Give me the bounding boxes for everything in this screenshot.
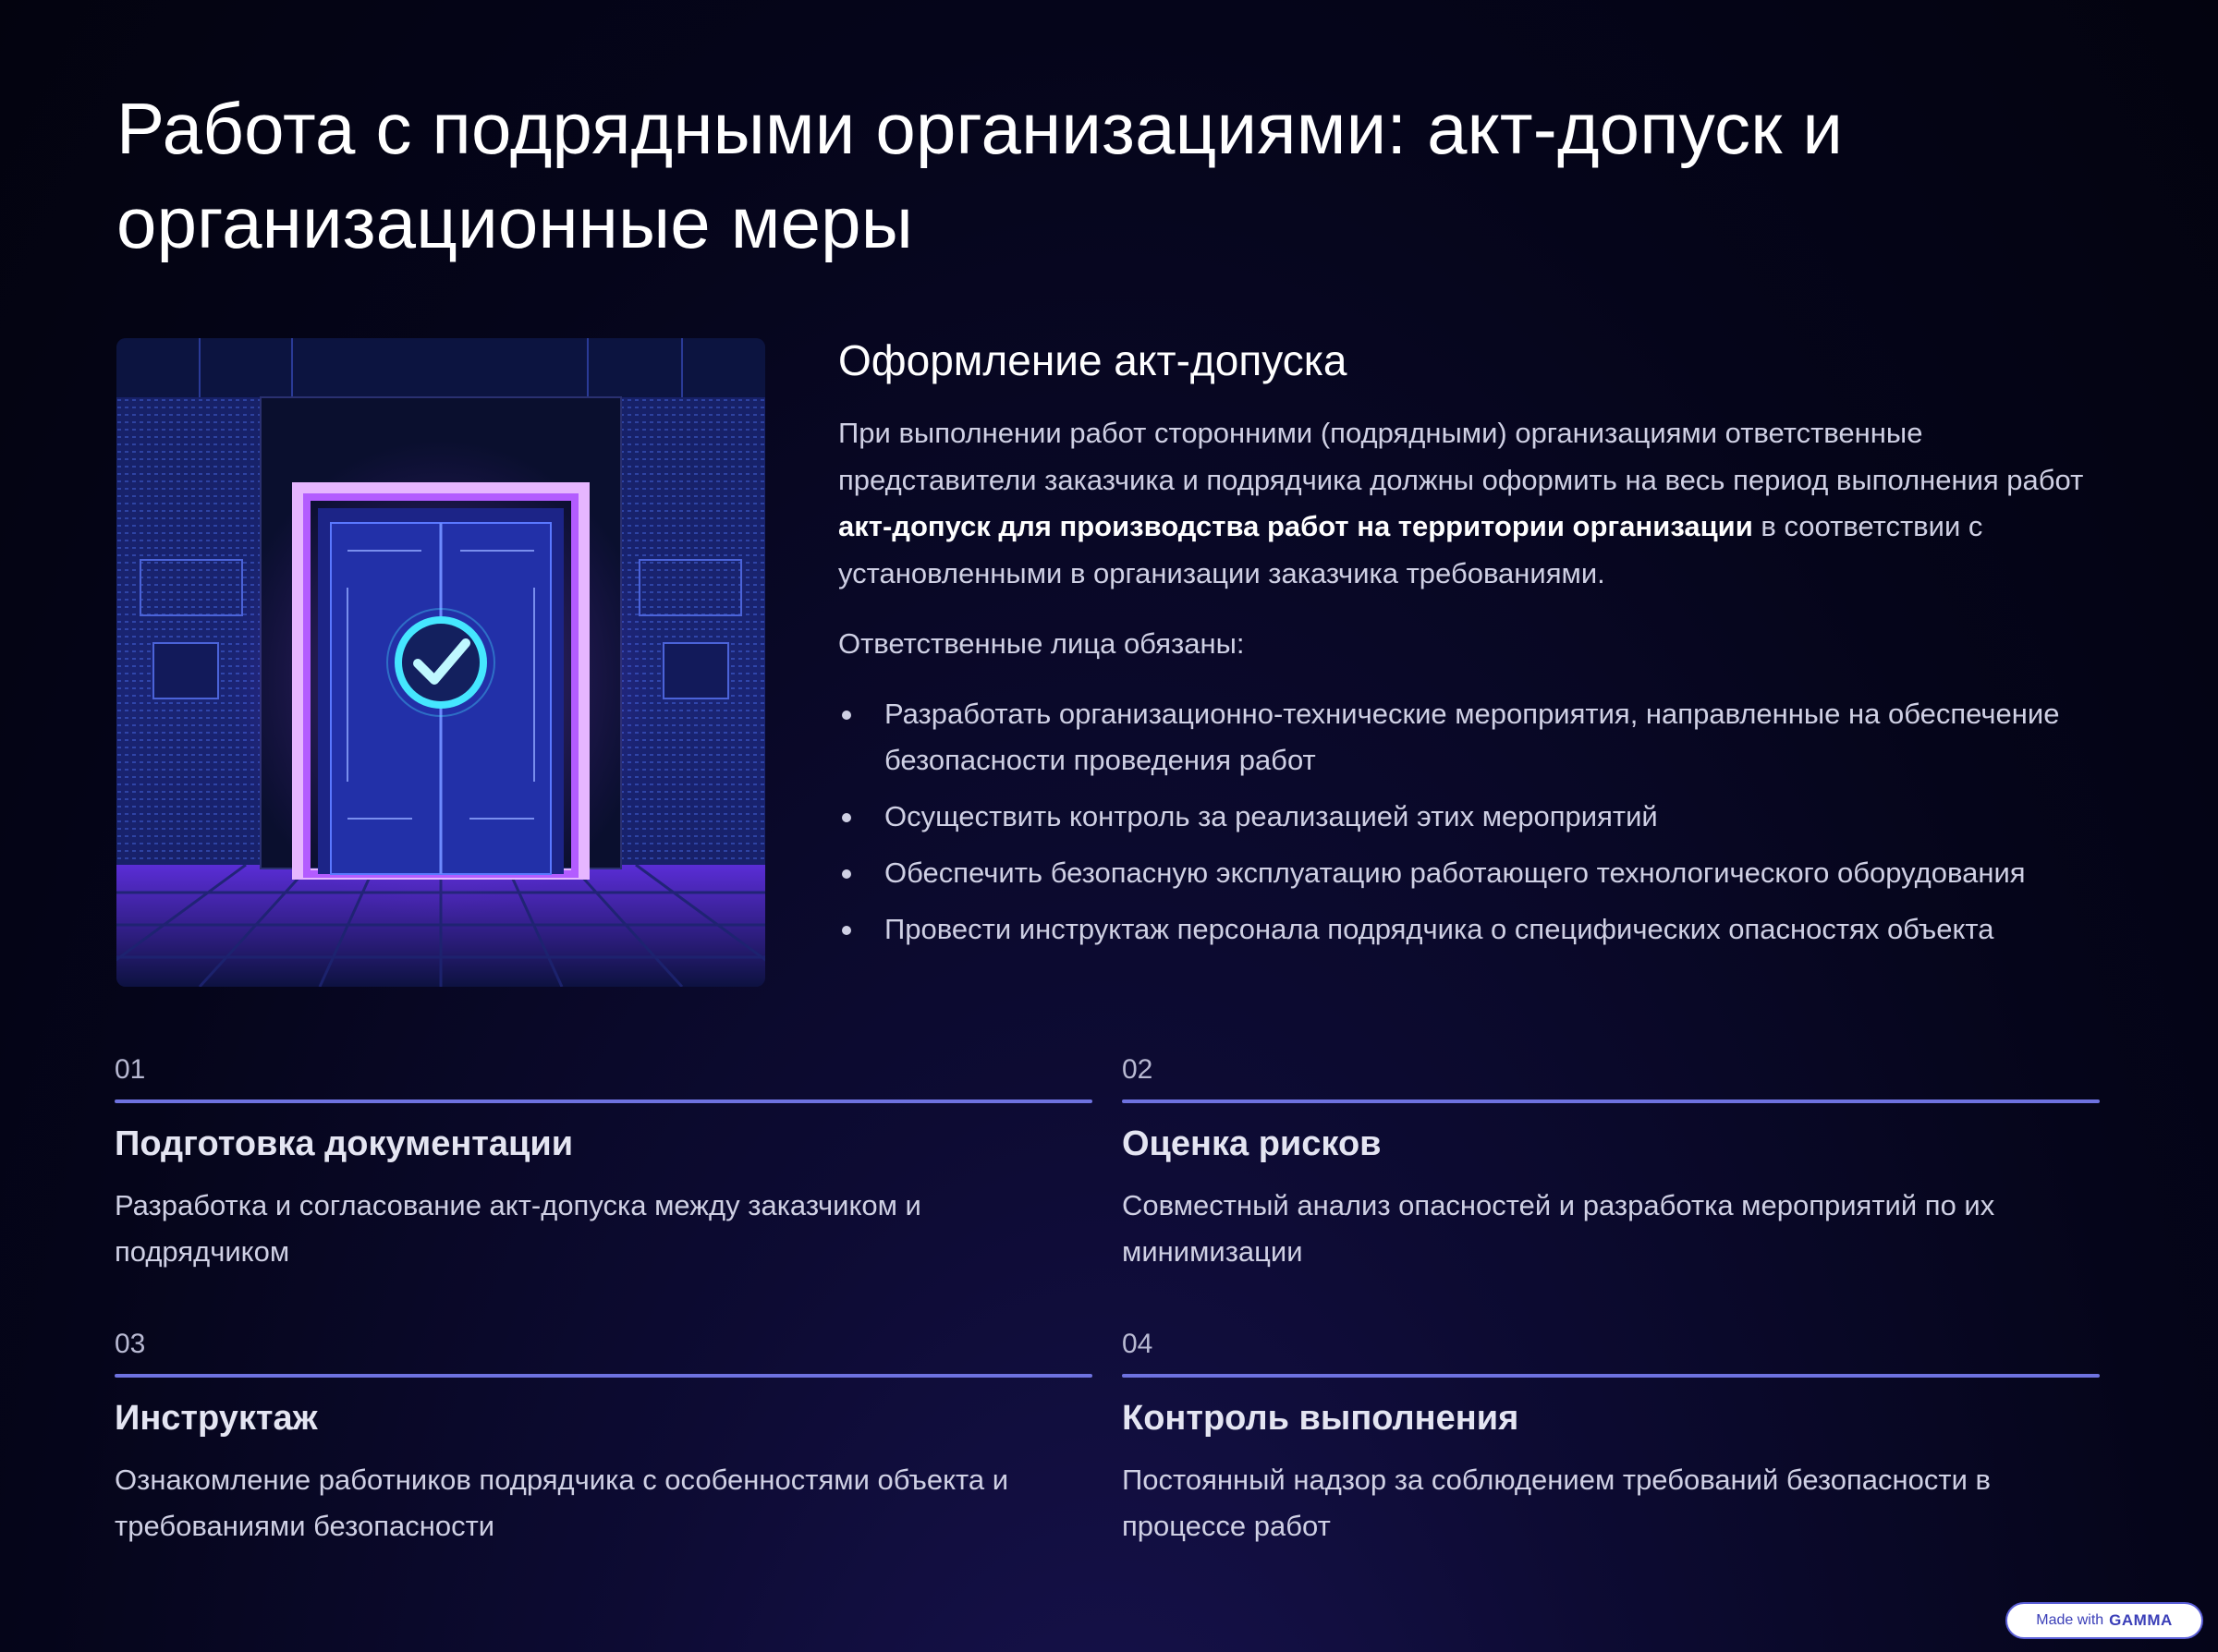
step-card-04	[1122, 1328, 2100, 1549]
gateway-illustration	[116, 338, 765, 987]
paragraph-emphasis: акт-допуск для производства работ на территории организации	[838, 510, 1753, 542]
step-divider	[115, 1374, 1092, 1378]
step-title: Оценка рисков	[1122, 1124, 1382, 1163]
step-card-01	[115, 1053, 1092, 1275]
made-with-gamma-badge[interactable]	[2005, 1602, 2203, 1639]
step-card-03	[115, 1328, 1092, 1549]
list-item-text: Разработать организационно-технические мероприятия, направленные на обеспечение безопасности проведения работ	[884, 698, 2060, 776]
step-card-02	[1122, 1053, 2100, 1275]
badge-prefix: Made with	[2036, 1612, 2104, 1628]
paragraph-text-end: в соответствии с установленными в организации заказчика требованиями.	[838, 510, 1983, 589]
step-title: Контроль выполнения	[1122, 1399, 1519, 1438]
step-divider	[115, 1099, 1092, 1103]
step-divider	[1122, 1099, 2100, 1103]
gamma-logo: GAMMA	[2109, 1611, 2173, 1629]
paragraph-text-start: При выполнении работ сторонними (подрядными) организациями ответственные представители заказчика и подрядчика должны оформить на весь период выполнения работ	[838, 417, 2084, 496]
step-description: Постоянный надзор за соблюдением требований безопасности в процессе работ	[1122, 1464, 1991, 1542]
list-item	[838, 906, 2114, 953]
step-title: Подготовка документации	[115, 1124, 574, 1163]
step-description: Разработка и согласование акт-допуска между заказчиком и подрядчиком	[115, 1189, 921, 1268]
step-number: 01	[115, 1054, 146, 1085]
list-item	[838, 691, 2114, 783]
list-item-text: Провести инструктаж персонала подрядчика о специфических опасностях объекта	[884, 913, 1994, 945]
section-paragraph	[838, 410, 2114, 597]
hero-image	[116, 338, 765, 987]
step-description: Ознакомление работников подрядчика с особенностями объекта и требованиями безопасности	[115, 1464, 1009, 1542]
section-subtitle: Оформление акт-допуска	[838, 336, 1347, 384]
list-item	[838, 794, 2114, 840]
act-permit-section	[838, 333, 2114, 963]
duties-list	[838, 691, 2114, 953]
bullet-icon	[842, 813, 851, 822]
bullet-icon	[842, 711, 851, 720]
page-title: Работа с подрядными организациями: акт-допуск и организационные меры	[116, 88, 1844, 263]
bullet-icon	[842, 926, 851, 935]
step-number: 02	[1122, 1054, 1153, 1085]
bullet-icon	[842, 869, 851, 879]
step-title: Инструктаж	[115, 1399, 318, 1438]
step-number: 04	[1122, 1329, 1153, 1359]
list-item-text: Обеспечить безопасную эксплуатацию работающего технологического оборудования	[884, 856, 2026, 889]
list-item-text: Осуществить контроль за реализацией этих мероприятий	[884, 800, 1658, 832]
step-divider	[1122, 1374, 2100, 1378]
step-description: Совместный анализ опасностей и разработка мероприятий по их минимизации	[1122, 1189, 1995, 1268]
responsible-intro: Ответственные лица обязаны:	[838, 627, 1245, 660]
step-number: 03	[115, 1329, 146, 1359]
list-item	[838, 850, 2114, 896]
